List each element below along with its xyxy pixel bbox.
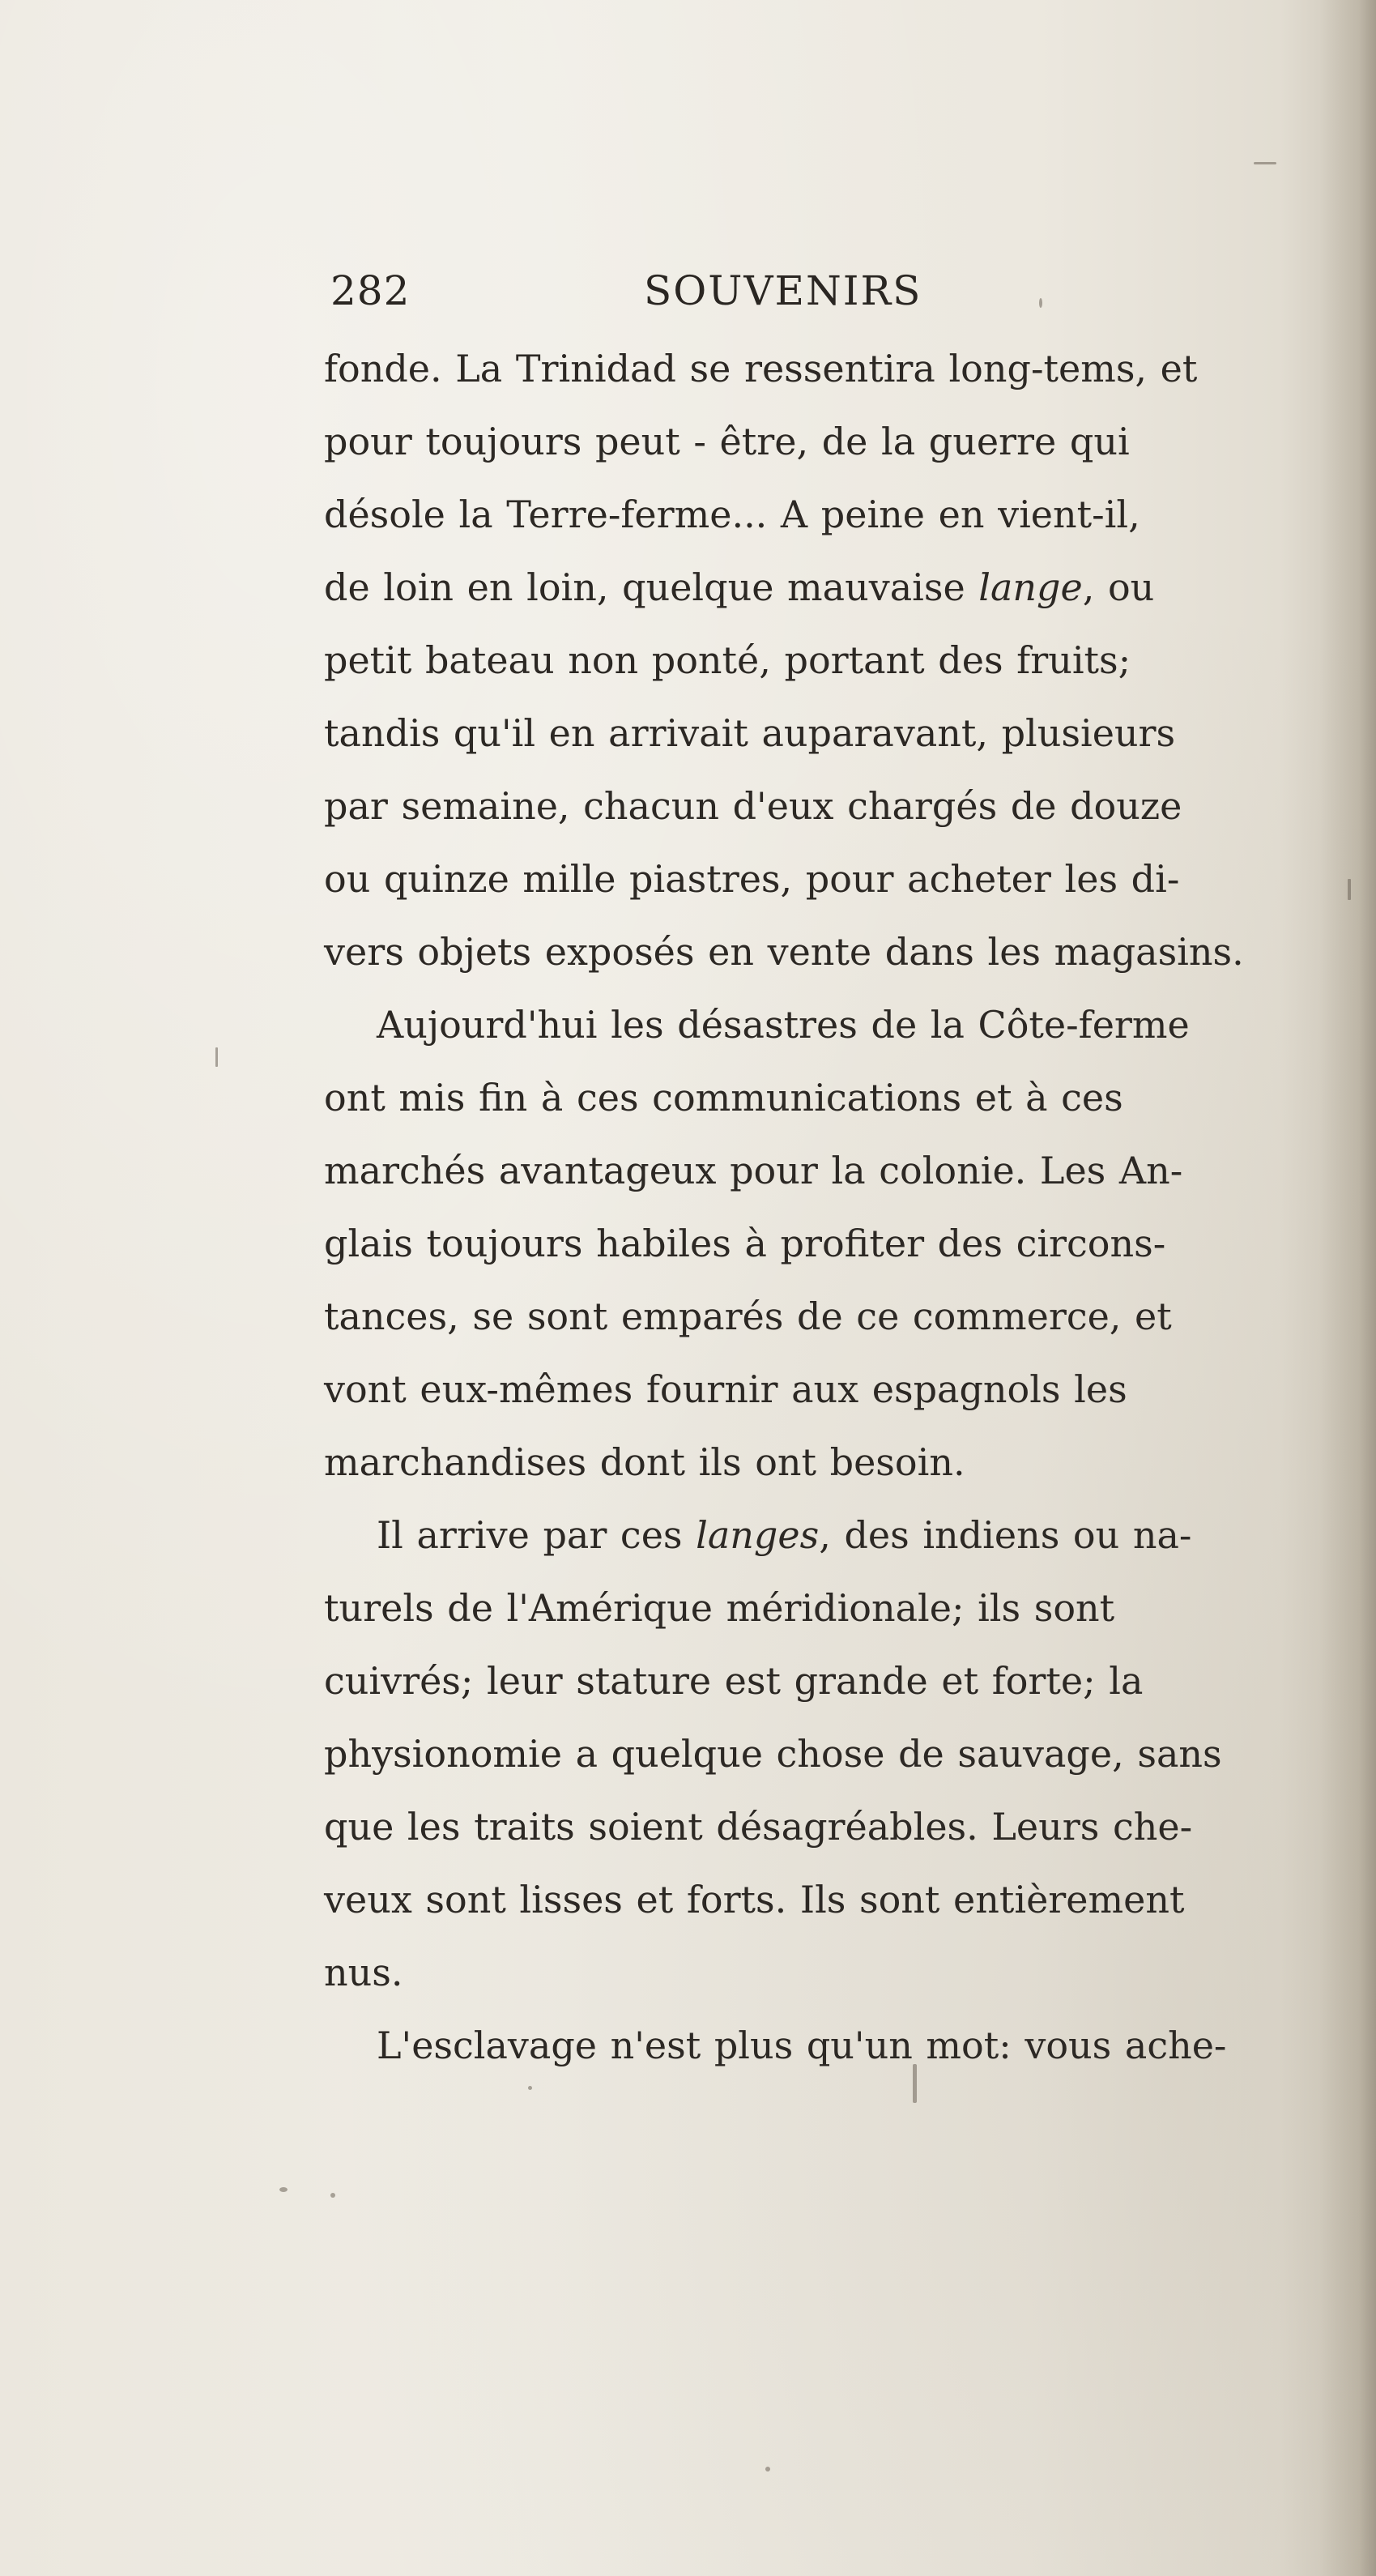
text-line: par semaine, chacun d'eux chargés de douze [324,784,1182,828]
text-line: pour toujours peut - être, de la guerre qui [324,420,1130,463]
paragraph [324,988,1296,1499]
paper-speck [330,2193,335,2198]
text-segment: , des indiens ou na- [819,1513,1192,1557]
text-line: nus. [324,1951,403,1994]
italic-word: lange [978,565,1083,609]
paper-speck [1348,879,1351,900]
text-line: Aujourd'hui les désastres de la Côte-ferme [377,1003,1190,1047]
paper-speck [279,2187,288,2192]
running-title: SOUVENIRS [644,267,922,314]
text-segment: Il arrive par ces [377,1513,697,1557]
text-line: ont mis fin à ces communications et à ces [324,1076,1123,1120]
text-segment: de loin en loin, quelque mauvaise [324,565,979,609]
text-line: ou quinze mille piastres, pour acheter les di- [324,857,1180,901]
text-line: glais toujours habiles à profiter des circons- [324,1222,1166,1265]
text-line: cuivrés; leur stature est grande et forte; la [324,1659,1144,1703]
text-line: turels de l'Amérique méridionale; ils sont [324,1586,1115,1630]
paper-speck [1254,162,1276,164]
page-edge-shadow [1319,0,1376,2576]
text-line: tandis qu'il en arrivait auparavant, plusieurs [324,711,1176,755]
text-line: fonde. La Trinidad se ressentira long-tems, et [324,347,1198,390]
text-line: veux sont lisses et forts. Ils sont entièrement [324,1878,1185,1921]
body-text [324,332,1296,2082]
text-line: petit bateau non ponté, portant des fruits; [324,638,1131,682]
text-segment: , ou [1082,565,1155,609]
text-line: vont eux-mêmes fournir aux espagnols les [324,1367,1127,1411]
paragraph [324,2009,1296,2082]
text-line: vers objets exposés en vente dans les magasins. [324,930,1244,974]
text-line: marchés avantageux pour la colonie. Les An- [324,1149,1183,1192]
text-line: désole la Terre-ferme... A peine en vient-il, [324,493,1140,536]
paper-speck [1039,298,1042,308]
paper-speck [215,1047,218,1067]
running-header [324,267,972,332]
text-line [324,1499,1296,1572]
page-number: 282 [330,267,411,314]
text-line: physionomie a quelque chose de sauvage, sans [324,1732,1222,1776]
text-line: tances, se sont emparés de ce commerce, et [324,1294,1172,1338]
paper-speck [528,2086,532,2090]
text-line [324,551,1296,624]
paragraph [324,332,1296,988]
text-line: que les traits soient désagréables. Leurs che- [324,1805,1193,1849]
paragraph [324,1499,1296,2009]
italic-word: langes [696,1513,820,1557]
text-line: L'esclavage n'est plus qu'un mot: vous ache- [377,2024,1227,2067]
paper-speck [765,2467,770,2472]
text-line: marchandises dont ils ont besoin. [324,1440,965,1484]
